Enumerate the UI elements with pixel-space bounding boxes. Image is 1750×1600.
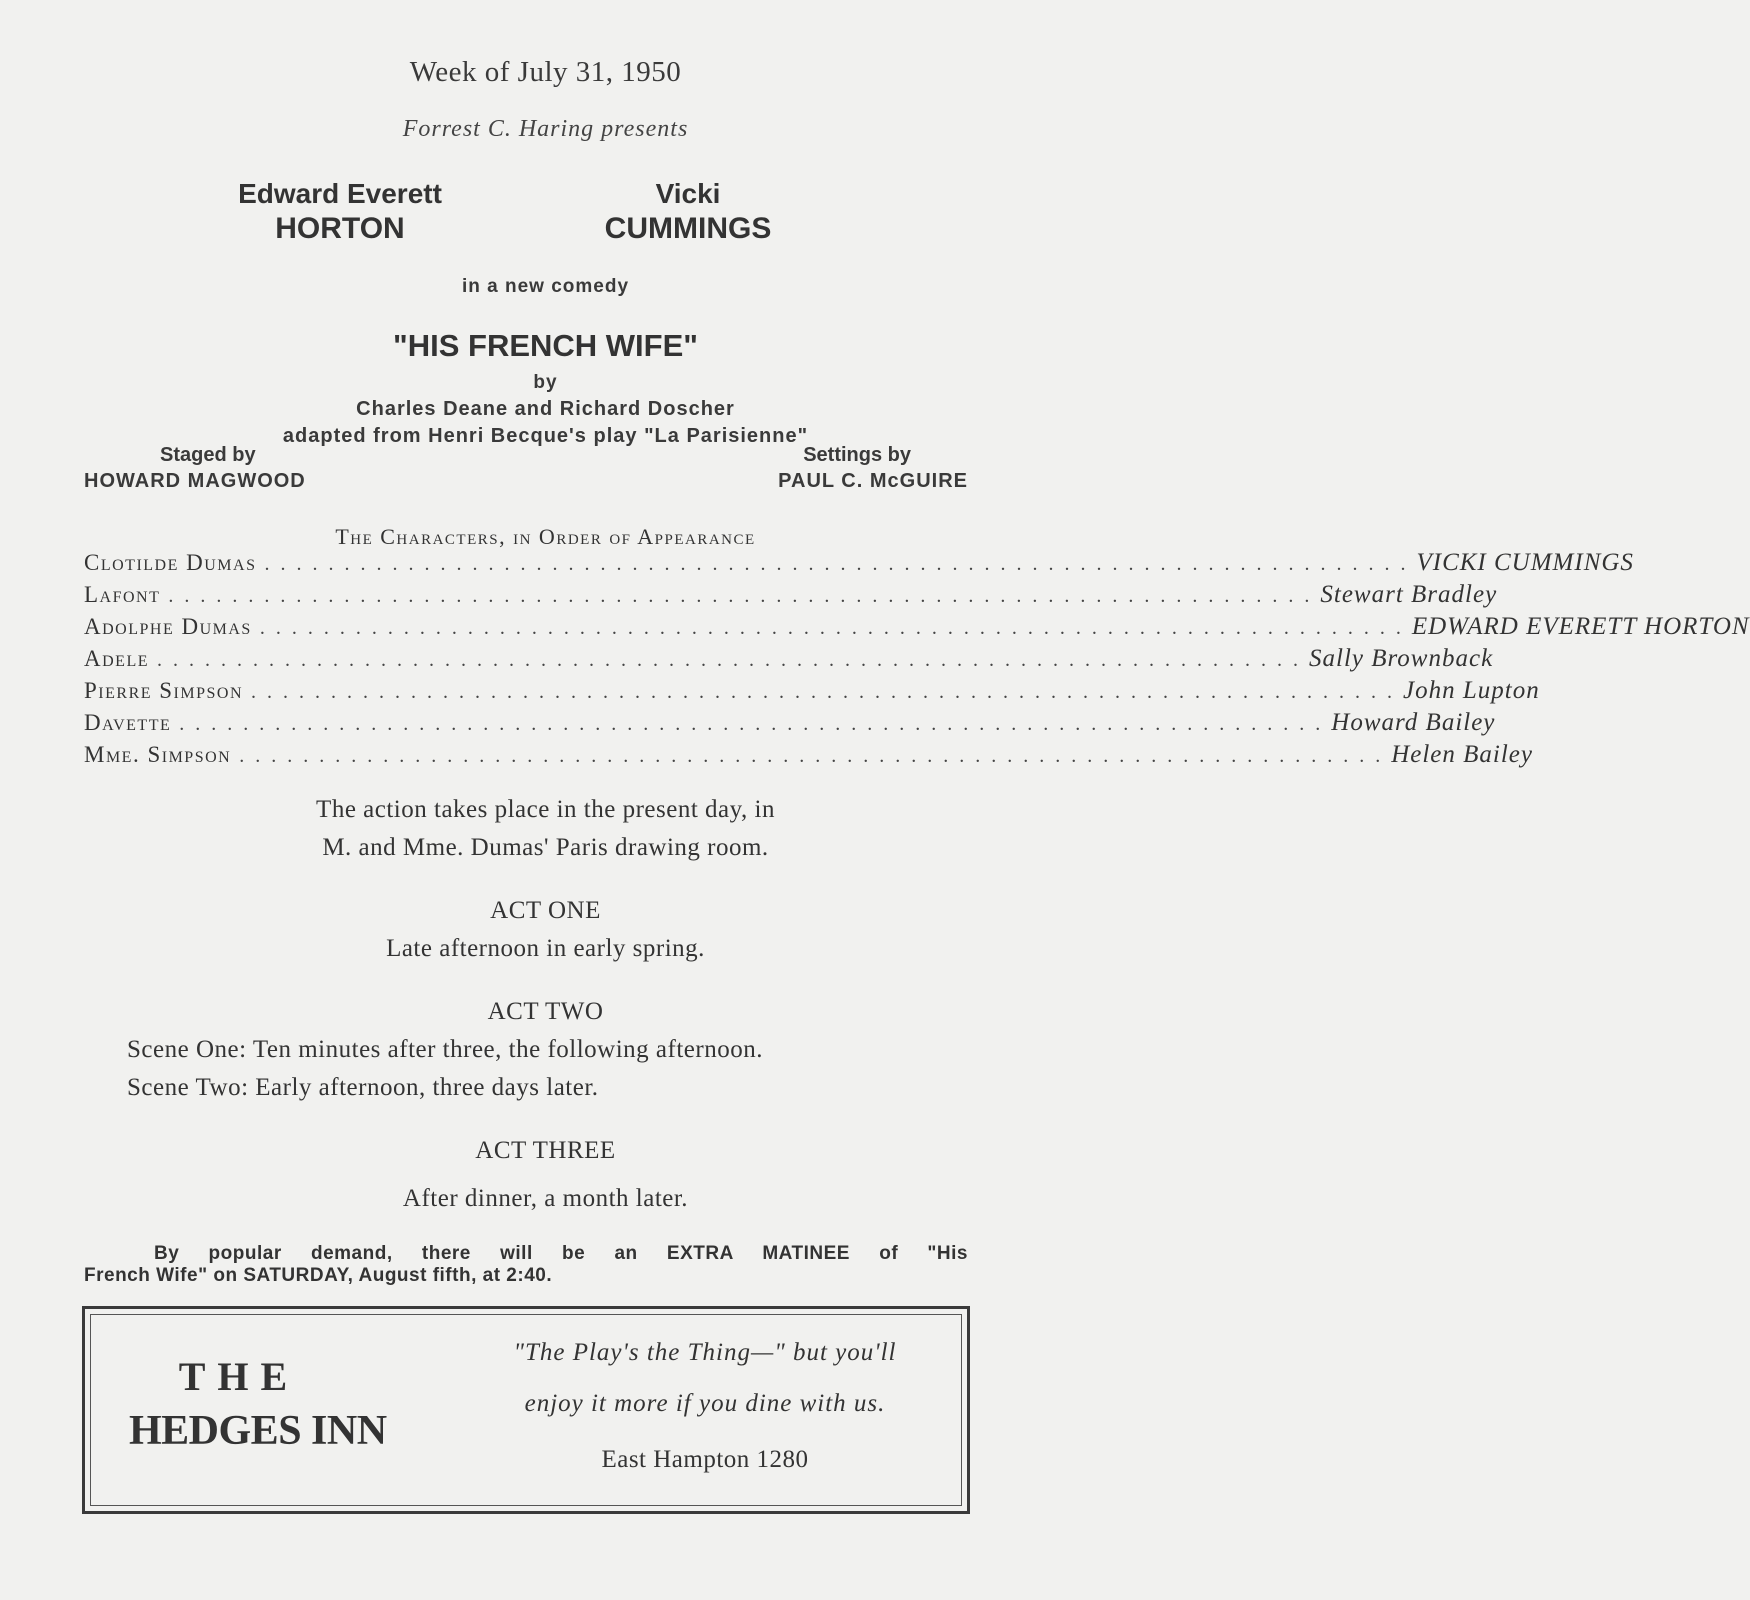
cast-row <box>84 709 1496 739</box>
notice-line-1: By popular demand, there will be an EXTRA MATINEE of "His <box>154 1243 968 1264</box>
leader-dots: . . . . . . . . . . . . . . . . . . . . . . . . . . . . . . . . . . . . . . . . . . . . . . . . . . . . . . . . . . . . . . . . . . . . . . . . <box>179 713 1324 735</box>
cast-row <box>84 581 1498 611</box>
cast-role: Adele <box>84 646 149 671</box>
leader-dots: . . . . . . . . . . . . . . . . . . . . . . . . . . . . . . . . . . . . . . . . . . . . . . . . . . . . . . . . . . . . . . . . . . . . . . . . <box>264 553 1409 575</box>
scene-desc: Early afternoon, three days later. <box>255 1074 599 1101</box>
star-cummings <box>523 178 853 246</box>
cast-row <box>84 741 1534 771</box>
ad-quote-line-2: enjoy it more if you dine with us. <box>524 1390 886 1417</box>
ad-phone: East Hampton 1280 <box>601 1446 809 1473</box>
scene-desc: Ten minutes after three, the following afternoon. <box>252 1036 763 1063</box>
play-authors: Charles Deane and Richard Doscher <box>356 398 735 420</box>
extra-matinee-notice <box>84 1243 968 1287</box>
cast-row <box>84 645 1494 675</box>
cast-row <box>84 677 1540 707</box>
cast-actor: Sally Brownback <box>1309 645 1494 672</box>
leader-dots: . . . . . . . . . . . . . . . . . . . . . . . . . . . . . . . . . . . . . . . . . . . . . . . . . . . . . . . . . . . . . . . . . . . . . . . . <box>157 649 1301 671</box>
notice-line-2: French Wife" on SATURDAY, August fifth, at 2:40. <box>84 1265 553 1286</box>
settings-by-label: Settings by <box>803 444 911 466</box>
hedges-inn-ad <box>82 1306 970 1514</box>
play-title: "HIS FRENCH WIFE" <box>393 328 698 363</box>
cast-role: Mme. Simpson <box>84 742 232 767</box>
act-two-scene-one <box>127 1036 763 1064</box>
cast-actor: John Lupton <box>1403 677 1540 704</box>
star-first-name: Vicki <box>655 178 721 209</box>
leader-dots: . . . . . . . . . . . . . . . . . . . . . . . . . . . . . . . . . . . . . . . . . . . . . . . . . . . . . . . . . . . . . . . . . . . . . . . . <box>259 617 1404 639</box>
act-one-title: ACT ONE <box>490 897 601 924</box>
play-adaptation: adapted from Henri Becque's play "La Parisienne" <box>282 425 809 447</box>
act-three-title: ACT THREE <box>475 1137 616 1164</box>
scene-label: Scene One: <box>127 1036 247 1063</box>
presenter-line: Forrest C. Haring presents <box>402 116 689 142</box>
setting-line-1: The action takes place in the present day, in <box>316 796 775 823</box>
act-two-scene-two <box>127 1074 599 1102</box>
act-one-desc: Late afternoon in early spring. <box>386 935 705 962</box>
leader-dots: . . . . . . . . . . . . . . . . . . . . . . . . . . . . . . . . . . . . . . . . . . . . . . . . . . . . . . . . . . . . . . . . . . . . . . . . <box>168 585 1313 607</box>
scene-label: Scene Two: <box>127 1074 249 1101</box>
cast-role: Clotilde Dumas <box>84 550 257 575</box>
star-last-name: CUMMINGS <box>604 212 772 245</box>
cast-role: Davette <box>84 710 172 735</box>
star-horton <box>175 178 505 246</box>
cast-actor: VICKI CUMMINGS <box>1416 549 1634 576</box>
play-by: by <box>533 372 558 393</box>
cast-actor: Howard Bailey <box>1331 709 1496 736</box>
cast-actor: EDWARD EVERETT HORTON <box>1411 613 1750 640</box>
characters-heading: The Characters, in Order of Appearance <box>335 524 756 549</box>
staged-by-name: HOWARD MAGWOOD <box>84 470 306 492</box>
cast-role: Lafont <box>84 582 161 607</box>
setting-line-2: M. and Mme. Dumas' Paris drawing room. <box>322 834 769 861</box>
act-two-title: ACT TWO <box>487 998 604 1025</box>
cast-actor: Helen Bailey <box>1391 741 1534 768</box>
cast-row <box>84 549 1634 579</box>
cast-role: Pierre Simpson <box>84 678 244 703</box>
ad-quote-line-1: "The Play's the Thing—" but you'll <box>513 1339 897 1366</box>
cast-role: Adolphe Dumas <box>84 614 252 639</box>
leader-dots: . . . . . . . . . . . . . . . . . . . . . . . . . . . . . . . . . . . . . . . . . . . . . . . . . . . . . . . . . . . . . . . . . . . . . . . . <box>251 681 1396 703</box>
week-date: Week of July 31, 1950 <box>409 56 682 88</box>
play-intro: in a new comedy <box>461 276 630 297</box>
leader-dots: . . . . . . . . . . . . . . . . . . . . . . . . . . . . . . . . . . . . . . . . . . . . . . . . . . . . . . . . . . . . . . . . . . . . . . . . <box>239 745 1384 767</box>
act-three-desc: After dinner, a month later. <box>402 1185 689 1212</box>
ad-the: THE <box>178 1354 300 1399</box>
cast-actor: Stewart Bradley <box>1320 581 1498 608</box>
staged-by-label: Staged by <box>160 444 256 466</box>
cast-row <box>84 613 1750 643</box>
settings-by-name: PAUL C. McGUIRE <box>778 470 968 492</box>
star-last-name: HORTON <box>275 212 405 245</box>
star-first-name: Edward Everett <box>238 178 442 209</box>
ad-inn-name: HEDGES INN <box>129 1408 387 1454</box>
